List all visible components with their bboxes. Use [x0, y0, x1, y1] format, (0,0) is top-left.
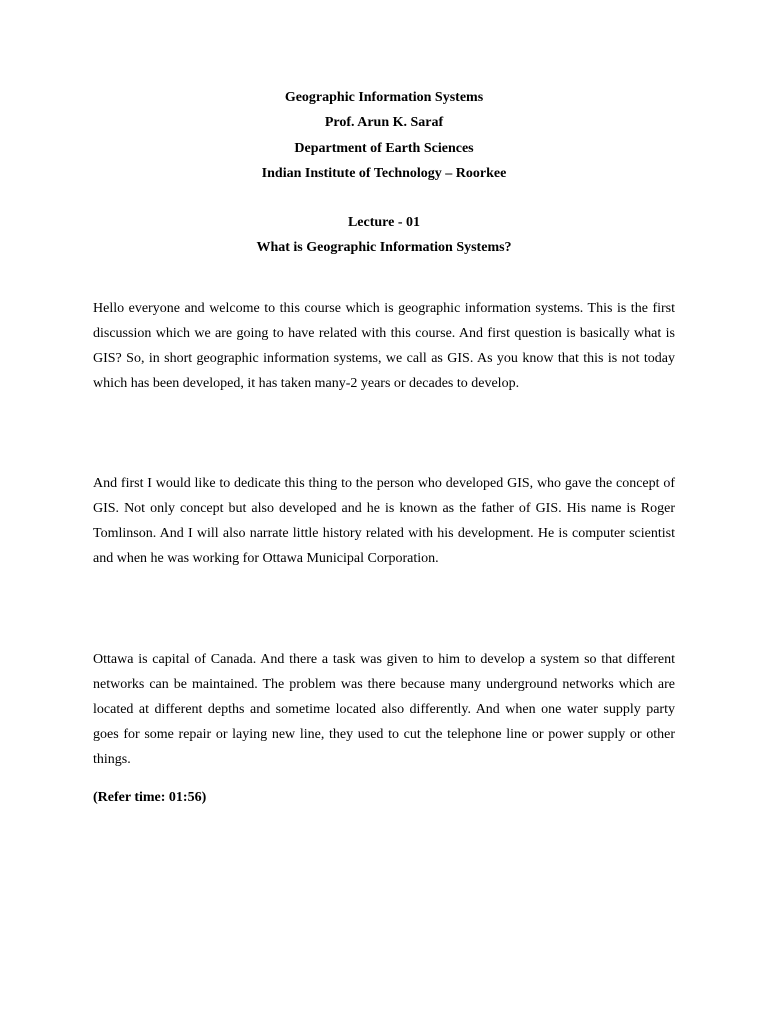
body-paragraph-1: Hello everyone and welcome to this course which is geographic information systems. This is the first discussion which we are going to have related with this course. And first question is basically what is GIS? So, in short geographic information systems, we call as GIS. As you know that this is not today which has been developed, it has taken many-2 years or decades to develop. [93, 301, 675, 391]
professor-name: Prof. Arun K. Saraf [324, 115, 444, 131]
body-paragraph-3: Ottawa is capital of Canada. And there a task was given to him to develop a system so that different networks can be maintained. The problem was there because many underground networks which are located at different depths and sometime located also differently. And when one water supply party goes for some repair or laying new line, they used to cut the telephone line or power supply or other things. [93, 652, 675, 767]
body-paragraph-2: And first I would like to dedicate this thing to the person who developed GIS, who gave the concept of GIS. Not only concept but also developed and he is known as the father of GIS. His name is Roger Tomlinson. And I will also narrate little history related with his development. He is computer scientist and when he was working for Ottawa Municipal Corporation. [93, 476, 675, 566]
lecture-number: Lecture - 01 [347, 215, 421, 230]
institute-name: Indian Institute of Technology – Roorkee [261, 165, 507, 181]
department-name: Department of Earth Sciences [294, 140, 474, 156]
document-header [0, 85, 768, 186]
lecture-title: What is Geographic Information Systems? [256, 240, 512, 255]
refer-time-marker: (Refer time: 01:56) [93, 790, 207, 805]
lecture-heading [0, 210, 768, 260]
course-title: Geographic Information Systems [284, 90, 484, 105]
